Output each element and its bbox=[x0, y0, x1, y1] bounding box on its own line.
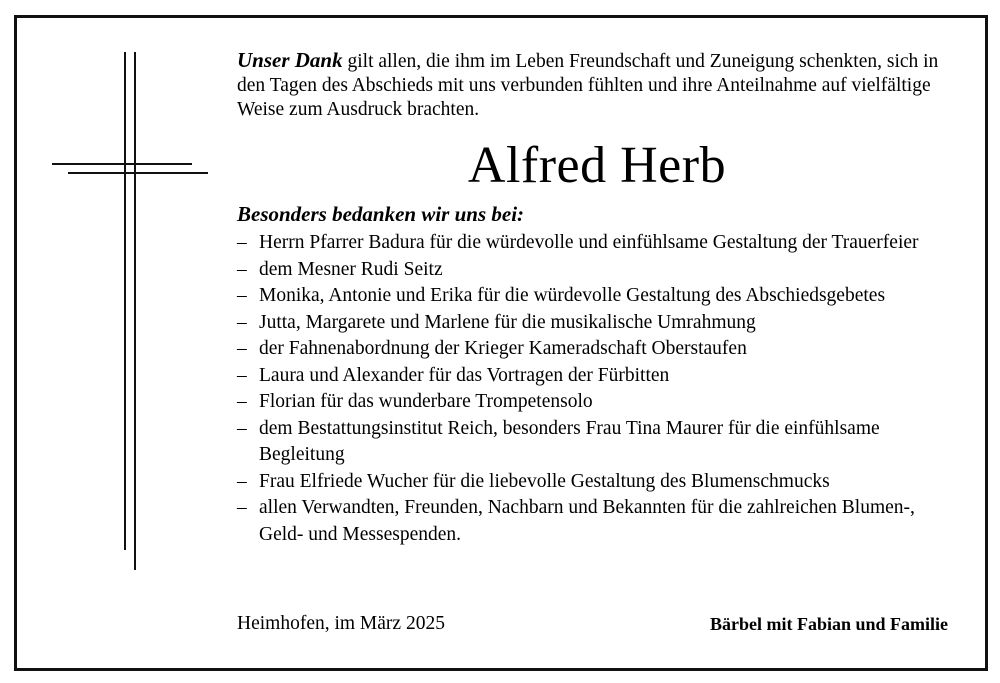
intro-block bbox=[237, 48, 957, 122]
list-item-text: Laura und Alexander für das Vortragen der Fürbitten bbox=[259, 364, 670, 386]
list-item-text: Frau Elfriede Wucher für die liebevolle Gestaltung des Blumenschmucks bbox=[259, 470, 830, 492]
dash-marker: – bbox=[237, 311, 247, 333]
dash-marker: – bbox=[237, 258, 247, 280]
list-item bbox=[237, 283, 962, 310]
list-item-text: der Fahnenabordnung der Krieger Kameradschaft Oberstaufen bbox=[259, 338, 747, 359]
list-item bbox=[237, 310, 962, 337]
dash-marker: – bbox=[237, 364, 247, 386]
dash-marker: – bbox=[237, 470, 247, 492]
list-item bbox=[237, 389, 962, 416]
list-item-text: Jutta, Margarete und Marlene für die musikalische Umrahmung bbox=[259, 311, 756, 333]
list-item bbox=[237, 495, 962, 548]
list-item bbox=[237, 469, 962, 496]
list-item-text: dem Mesner Rudi Seitz bbox=[259, 258, 443, 280]
list-item bbox=[237, 336, 962, 363]
intro-text: gilt allen, die ihm im Leben Freundschaft und Zuneigung schenkten, sich in den Tagen des Abschieds mit uns verbunden fühlten und ihre Anteilnahme auf vielfältige Weise zum Ausdruck brachten. bbox=[237, 51, 939, 120]
dash-marker: – bbox=[237, 232, 247, 253]
list-item bbox=[237, 416, 962, 469]
signature: Bärbel mit Fabian und Familie bbox=[709, 614, 948, 634]
cross-vertical-line bbox=[124, 52, 126, 550]
cross-horizontal-line bbox=[52, 163, 192, 165]
list-item bbox=[237, 230, 962, 257]
list-item bbox=[237, 363, 962, 390]
thanks-list bbox=[237, 230, 962, 548]
dash-marker: – bbox=[237, 497, 247, 518]
cross-vertical-line bbox=[134, 52, 136, 570]
dash-marker: – bbox=[237, 391, 247, 412]
list-item-text: Monika, Antonie und Erika für die würdevolle Gestaltung des Abschiedsgebetes bbox=[259, 285, 886, 306]
list-item-text: allen Verwandten, Freunden, Nachbarn und Bekannten für die zahlreichen Blumen-, Geld- und Messespenden. bbox=[259, 497, 915, 545]
dash-marker: – bbox=[237, 417, 247, 439]
dash-marker: – bbox=[237, 285, 247, 306]
list-item-text: dem Bestattungsinstitut Reich, besonders Frau Tina Maurer für die einfühlsame Begleitung bbox=[259, 417, 880, 465]
deceased-name: Alfred Herb bbox=[467, 137, 727, 194]
dash-marker: – bbox=[237, 338, 247, 359]
intro-paragraph bbox=[237, 48, 957, 122]
list-item-text: Florian für das wunderbare Trompetensolo bbox=[259, 391, 593, 412]
list-item-text: Herrn Pfarrer Badura für die würdevolle und einfühlsame Gestaltung der Trauerfeier bbox=[259, 232, 919, 253]
place-date: Heimhofen, im März 2025 bbox=[237, 613, 445, 634]
list-item bbox=[237, 257, 962, 284]
thanks-heading: Besonders bedanken wir uns bei: bbox=[237, 202, 525, 226]
intro-lead: Unser Dank bbox=[237, 48, 343, 72]
cross-horizontal-line bbox=[68, 172, 208, 174]
